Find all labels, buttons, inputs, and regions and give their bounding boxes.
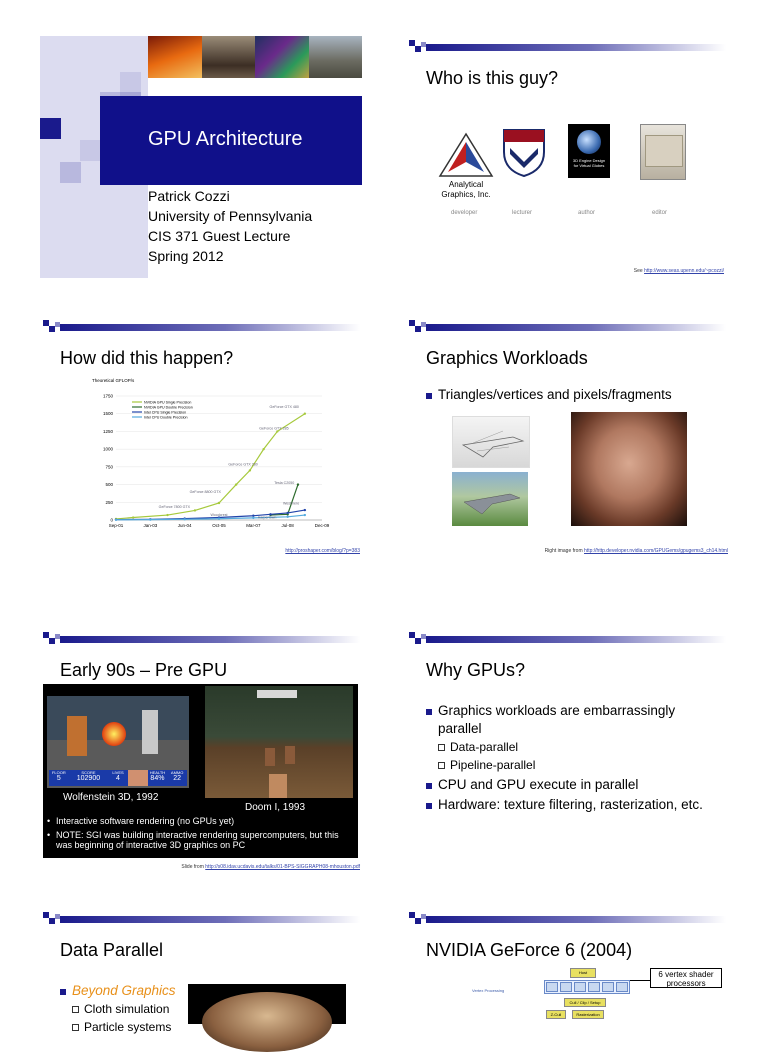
data-label: GeForce GTX 280 xyxy=(228,462,258,467)
zcull-box: Z-Cull xyxy=(546,1010,566,1019)
doom-caption: Doom I, 1993 xyxy=(245,802,306,813)
y-axis-title: Theoretical GFLOP/s xyxy=(92,378,135,383)
data-point xyxy=(132,516,134,518)
bullet-item: Graphics workloads are embarrassingly parallel xyxy=(426,702,716,738)
slide-who xyxy=(406,36,736,286)
x-tick-label: Oct-05 xyxy=(212,523,226,528)
data-label: Tesla C2050 xyxy=(274,480,295,485)
y-tick-label: 500 xyxy=(105,482,113,488)
hud-score: SCORE 102900 xyxy=(76,770,101,782)
reference-link: See http://www.seas.upenn.edu/~pcozzi/ xyxy=(633,268,724,274)
data-point xyxy=(304,509,306,511)
slide-title-text: Graphics Workloads xyxy=(426,348,588,368)
slide-title-text: NVIDIA GeForce 6 (2004) xyxy=(426,940,633,960)
black-panel xyxy=(43,684,358,858)
agi-logo xyxy=(436,132,496,182)
sub-bullet-item: Cloth simulation xyxy=(60,1000,176,1018)
slide-title-text: Early 90s – Pre GPU xyxy=(60,660,228,680)
book-cover xyxy=(568,124,610,178)
header-photo-strip xyxy=(148,36,362,78)
note-bullet-2: • NOTE: SGI was building interactive rendering supercomputers, but this was beginning of interactive 3D graphics on PC xyxy=(47,830,339,850)
data-label: Woodcrest xyxy=(210,512,228,517)
slide-header-bar xyxy=(406,632,726,646)
wolfenstein-screenshot xyxy=(47,696,189,788)
gflops-chart xyxy=(90,374,330,544)
role-developer: developer xyxy=(451,210,478,216)
bullet-item: CPU and GPU execute in parallel xyxy=(426,776,716,794)
slide-data-parallel xyxy=(40,908,370,1034)
sub-bullet-item: Pipeline-parallel xyxy=(426,756,716,774)
legend-label: Intel CPU Double Precision xyxy=(144,415,188,420)
x-tick-label: Jul-08 xyxy=(281,523,294,528)
chart-source-link[interactable]: http://proshaper.com/blog/?p=383 xyxy=(285,548,360,554)
series-line xyxy=(271,485,298,515)
course-name: CIS 371 Guest Lecture xyxy=(148,228,291,244)
data-point xyxy=(252,515,254,517)
hud-bar xyxy=(49,770,187,786)
deco-square xyxy=(120,72,141,93)
slide-header-bar xyxy=(40,632,360,646)
author-name: Patrick Cozzi xyxy=(148,188,230,204)
y-tick-label: 250 xyxy=(105,499,113,505)
host-box: Host xyxy=(570,968,596,978)
vertex-processing-label: Vertex Processing xyxy=(472,988,505,993)
y-tick-label: 1000 xyxy=(102,446,113,452)
hud-health: HEALTH 84% xyxy=(149,770,166,782)
rendered-face-image xyxy=(571,412,687,526)
sub-bullet-item: Data-parallel xyxy=(426,738,716,756)
agi-name: Analytical Graphics, Inc. xyxy=(441,180,491,199)
penn-shield-icon xyxy=(502,128,546,178)
data-label: GeForce GTX 480 xyxy=(269,405,299,410)
note-bullets xyxy=(47,816,353,850)
slide-header-bar xyxy=(406,320,726,334)
reference-link: Slide from http://s08.idav.ucdavis.edu/talks/01-BPS-SIGGRAPH08-mhouston.pdf xyxy=(181,864,360,870)
photo-people xyxy=(202,36,256,78)
bullet-list xyxy=(426,702,716,814)
reference-link: Right image from http://http.developer.nvidia.com/GPUGems/gpugems3_ch14.html xyxy=(544,548,728,554)
slide-early90s xyxy=(40,628,370,878)
jet-rendered-image xyxy=(452,472,528,526)
term: Spring 2012 xyxy=(148,248,224,264)
data-point xyxy=(194,509,196,511)
jet-wireframe-image xyxy=(452,416,530,468)
slide-source-link[interactable]: http://s08.idav.ucdavis.edu/talks/01-BPS-SIGGRAPH08-mhouston.pdf xyxy=(205,864,360,870)
bullet-item: Triangles/vertices and pixels/fragments xyxy=(426,386,672,404)
photo-colorful xyxy=(255,36,309,78)
bullet-item: Hardware: texture filtering, rasterization, etc. xyxy=(426,796,716,814)
legend-label: NVIDIA GPU Single Precision xyxy=(144,400,192,405)
deco-square xyxy=(40,118,61,139)
slide-title-text: How did this happen? xyxy=(60,348,234,368)
raster-box: Rasterization xyxy=(572,1010,604,1019)
legend-label: NVIDIA GPU Double Precision xyxy=(144,405,193,410)
data-point xyxy=(252,517,254,519)
slide-how xyxy=(40,316,370,566)
slide-header-bar xyxy=(40,320,360,334)
x-tick-label: Dec-09 xyxy=(314,523,330,528)
data-label: Westmere xyxy=(282,501,300,506)
data-point xyxy=(183,518,185,520)
data-point xyxy=(149,518,151,520)
author-block xyxy=(148,186,312,266)
hud-lives: LIVES 4 xyxy=(112,770,124,782)
slide-header-bar xyxy=(406,40,726,54)
role-editor: editor xyxy=(652,210,668,216)
x-tick-label: Mar-07 xyxy=(246,523,261,528)
data-point xyxy=(115,519,117,521)
data-point xyxy=(304,413,306,415)
y-tick-label: 1250 xyxy=(102,428,113,434)
author-org: University of Pennsylvania xyxy=(148,208,313,224)
data-point xyxy=(218,518,220,520)
data-point xyxy=(249,469,251,471)
pipeline-diagram xyxy=(466,966,726,1024)
x-tick-label: Jan-03 xyxy=(143,523,158,528)
doom-screenshot xyxy=(205,686,353,798)
cull-clip-box: Cull / Clip / Setup xyxy=(564,998,606,1007)
reference-link xyxy=(285,548,360,554)
cloth-simulation-image xyxy=(188,984,346,1024)
photo-fire xyxy=(148,36,202,78)
slide-workloads xyxy=(406,316,736,566)
homepage-link[interactable]: http://www.seas.upenn.edu/~pcozzi/ xyxy=(644,268,724,274)
y-tick-label: 1750 xyxy=(102,393,113,399)
gpugems-link[interactable]: http://http.developer.nvidia.com/GPUGems/gpugems3_ch14.html xyxy=(584,548,728,554)
slide-geforce6 xyxy=(406,908,736,1024)
data-point xyxy=(286,516,288,518)
photo-city xyxy=(309,36,363,78)
y-tick-label: 0 xyxy=(110,517,113,523)
slide-title-text: Why GPUs? xyxy=(426,660,526,680)
data-label: GeForce GTX 285 xyxy=(259,426,289,431)
hud-floor: FLOOR 5 xyxy=(51,770,66,782)
data-point xyxy=(262,448,264,450)
legend-label: Intel CPU Single Precision xyxy=(144,410,187,415)
data-point xyxy=(286,512,288,514)
note-bullet-1: • Interactive software rendering (no GPUs yet) xyxy=(47,816,235,826)
bullet-list xyxy=(60,982,176,1036)
hud-ammo: AMMO 22 xyxy=(170,770,184,782)
data-point xyxy=(276,430,278,432)
callout-box: 6 vertex shader processors xyxy=(650,968,722,988)
slide-header-bar xyxy=(406,912,726,926)
wolfenstein-caption: Wolfenstein 3D, 1992 xyxy=(63,792,159,803)
data-point xyxy=(166,514,168,516)
data-point xyxy=(218,502,220,504)
slide-title xyxy=(40,36,362,278)
bullet-item: Beyond Graphics xyxy=(60,982,176,1000)
data-point xyxy=(297,483,299,485)
y-tick-label: 750 xyxy=(105,464,113,470)
data-label: GeForce 8800 GTX xyxy=(189,490,221,495)
x-tick-label: Sep-01 xyxy=(108,523,124,528)
editor-book xyxy=(640,124,686,180)
data-point xyxy=(235,483,237,485)
deco-square xyxy=(80,140,101,161)
role-author: author xyxy=(578,210,596,216)
slide-why-gpus xyxy=(406,628,736,878)
globe-icon xyxy=(577,130,601,154)
sub-bullet-item: Particle systems xyxy=(60,1018,176,1036)
slide-title-text: Data Parallel xyxy=(60,940,164,960)
hud-face xyxy=(128,770,148,786)
deck-title: GPU Architecture xyxy=(148,128,303,150)
data-label: Harpertown xyxy=(257,515,277,520)
slide-header-bar xyxy=(40,912,360,926)
role-lecturer: lecturer xyxy=(512,210,533,216)
book-title: 3D Engine Design for Virtual Globes xyxy=(572,158,606,168)
y-tick-label: 1500 xyxy=(102,411,113,417)
callout-line xyxy=(630,980,650,981)
bullet-list xyxy=(426,386,672,404)
data-point xyxy=(304,514,306,516)
x-tick-label: Jun-04 xyxy=(177,523,192,528)
data-label: GeForce 7800 GTX xyxy=(158,505,191,510)
deco-square xyxy=(60,162,81,183)
slide-title-text: Who is this guy? xyxy=(426,68,559,88)
vertex-shader-array xyxy=(544,980,630,994)
